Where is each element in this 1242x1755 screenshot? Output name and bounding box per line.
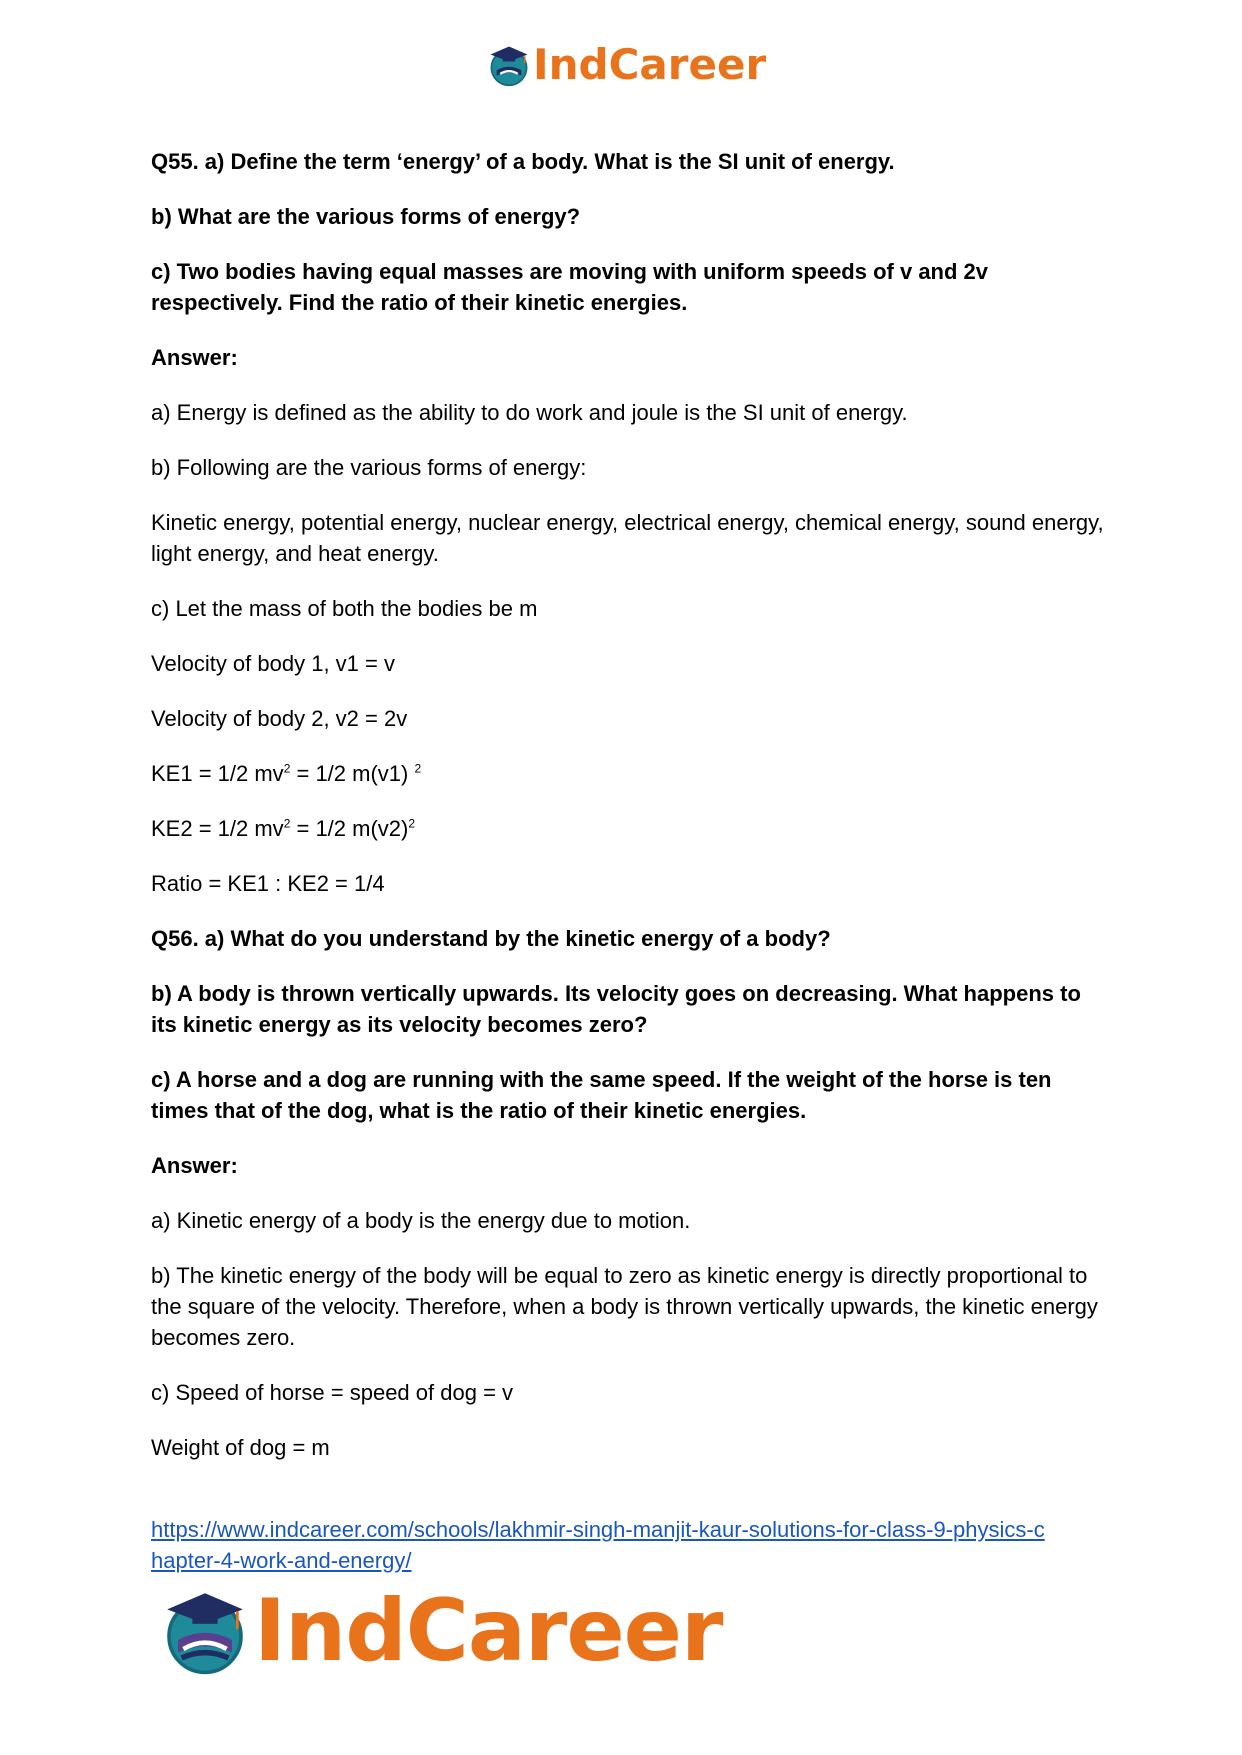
q56-part-c: c) A horse and a dog are running with the same speed. If the weight of the horse is ten times that of the dog, what is the ratio of their kinetic energies.: [151, 1067, 1052, 1123]
q55-part-a: Q55. a) Define the term ‘energy’ of a body. What is the SI unit of energy.: [151, 149, 895, 174]
q55-ke1-formula: KE1 = 1/2 $mv^2 = 1/2$ m(v1) $^2$: [151, 761, 422, 786]
q55-part-c: c) Two bodies having equal masses are moving with uniform speeds of v and 2v respectively. Find the ratio of their kinetic energies.: [151, 259, 989, 315]
q56-weight: Weight of dog = m: [151, 1435, 330, 1460]
q55-part-b: b) What are the various forms of energy?: [151, 204, 581, 229]
q55-answer-label: Answer:: [151, 345, 238, 370]
q56-answer-a: a) Kinetic energy of a body is the energy due to motion.: [151, 1208, 691, 1233]
indcareer-logo-footer: [160, 1582, 722, 1680]
source-link-line-2: hapter-4-work-and-energy/: [151, 1548, 412, 1573]
graduation-globe-icon: [487, 43, 531, 87]
q55-answer-b: b) Following are the various forms of energy:: [151, 455, 587, 480]
q56-part-a: Q56. a) What do you understand by the kinetic energy of a body?: [151, 926, 831, 951]
q56-answer-c: c) Speed of horse = speed of dog = v: [151, 1380, 514, 1405]
indcareer-logo-header: [487, 40, 766, 90]
q55-velocity-2: Velocity of body 2, v2 = 2v: [151, 706, 408, 731]
brand-wordmark: IndCareer: [254, 1581, 723, 1681]
source-link-line-1: https://www.indcareer.com/schools/lakhmir-singh-manjit-kaur-solutions-for-class-9-physics-c: [151, 1517, 1045, 1542]
q55-ratio: Ratio = KE1 : KE2 = 1/4: [151, 871, 385, 896]
source-link[interactable]: [151, 1514, 1111, 1576]
q56-part-b: b) A body is thrown vertically upwards. Its velocity goes on decreasing. What happens to its kinetic energy as its velocity becomes zero?: [151, 981, 1081, 1037]
q55-answer-c: c) Let the mass of both the bodies be m: [151, 596, 538, 621]
q55-velocity-1: Velocity of body 1, v1 = v: [151, 651, 395, 676]
q55-energy-forms: Kinetic energy, potential energy, nuclear energy, electrical energy, chemical energy, sound energy, light energy, and heat energy.: [151, 510, 1104, 566]
document-body: [151, 146, 1111, 1487]
graduation-globe-icon: [160, 1586, 250, 1676]
q55-answer-a: a) Energy is defined as the ability to do work and joule is the SI unit of energy.: [151, 400, 908, 425]
q56-answer-b: b) The kinetic energy of the body will be equal to zero as kinetic energy is directly proportional to the square of the velocity. Therefore, when a body is thrown vertically upwards, the kinetic energy becomes zero.: [151, 1263, 1098, 1350]
q55-ke2-formula: KE2 = 1/2 $mv^2 = 1/2$ $m(v2)^2$: [151, 816, 416, 841]
brand-wordmark: IndCareer: [533, 40, 767, 89]
q56-answer-label: Answer:: [151, 1153, 238, 1178]
